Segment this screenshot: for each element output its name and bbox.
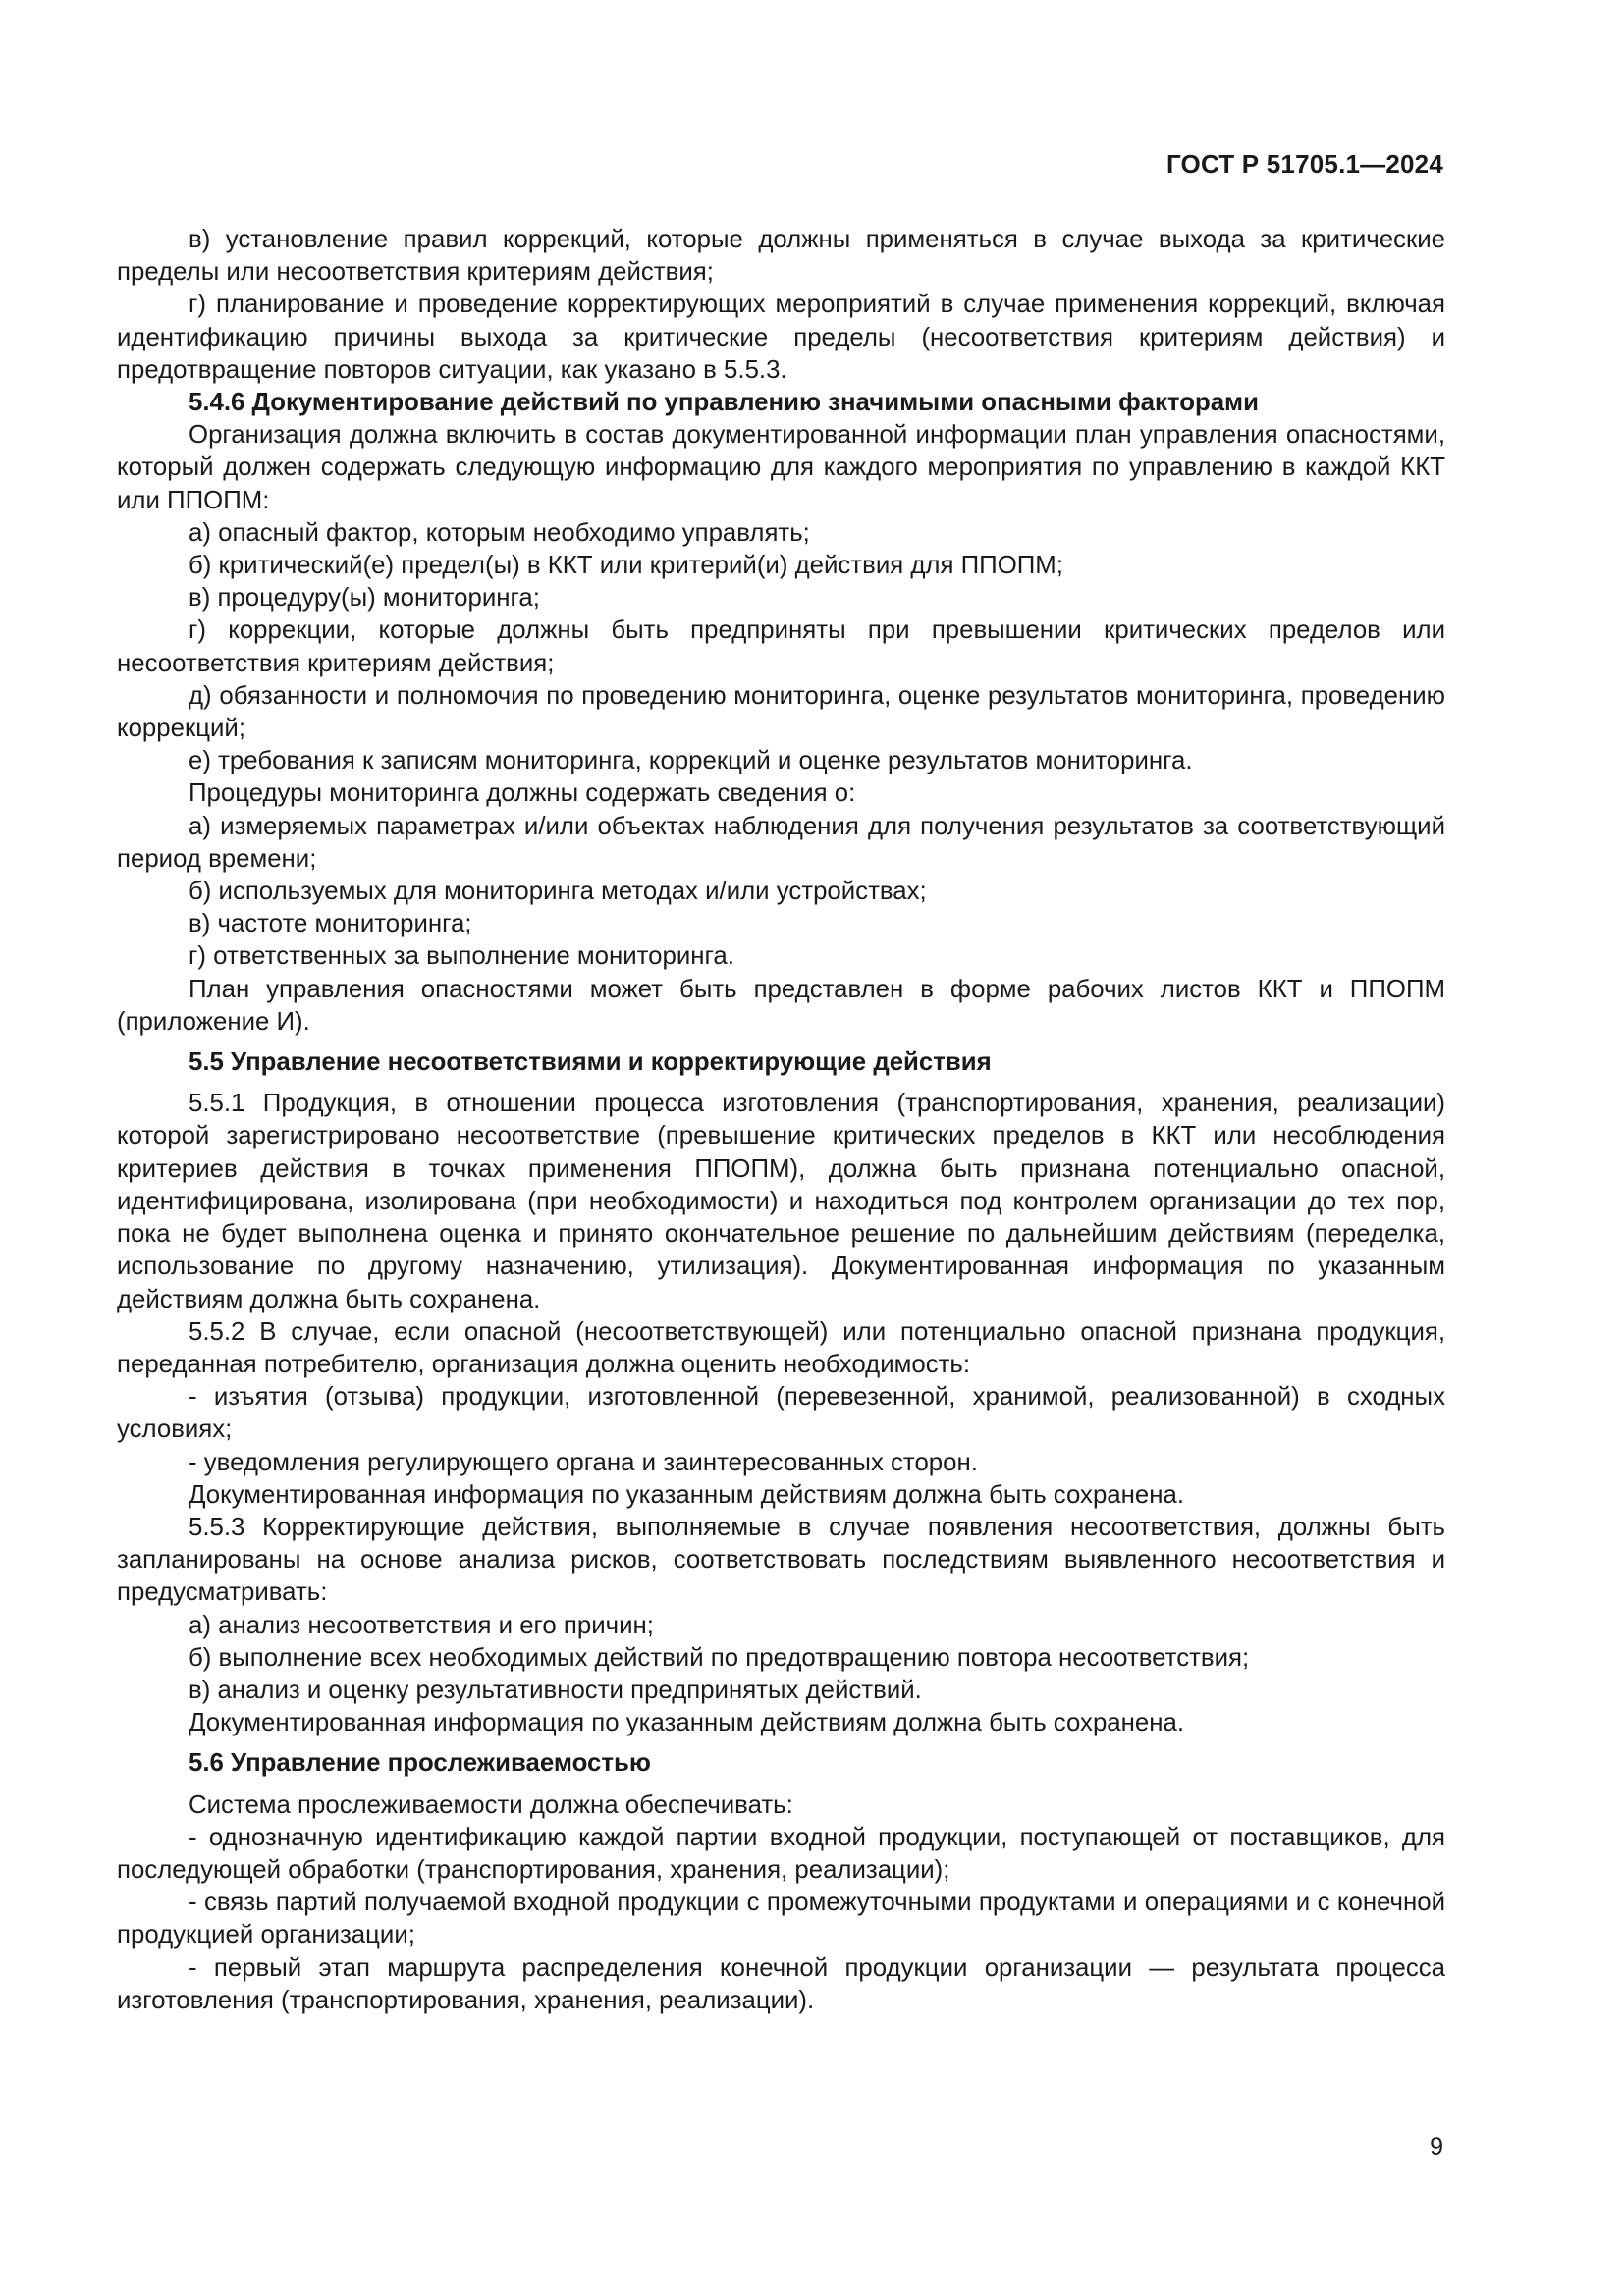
list-item: - первый этап маршрута распределения конечной продукции организации — результата процесса изготовления (транспортирования, хранения, реализации).	[117, 1953, 1445, 2014]
list-item: - однозначную идентификацию каждой партии входной продукции, поступающей от поставщиков, для последующей обработки (транспортирования, хранения, реализации);	[117, 1823, 1445, 1884]
list-item: д) обязанности и полномочия по проведению мониторинга, оценке результатов мониторинга, проведению коррекций;	[117, 681, 1445, 743]
list-item: - уведомления регулирующего органа и заинтересованных сторон.	[189, 1448, 978, 1476]
paragraph: в) установление правил коррекций, которые должны применяться в случае выхода за критические пределы или несоответствия критериям действия;	[117, 226, 1445, 287]
list-item: е) требования к записям мониторинга, коррекций и оценке результатов мониторинга.	[189, 747, 1193, 775]
list-item: в) анализ и оценку результативности предпринятых действий.	[189, 1676, 922, 1704]
paragraph: 5.5.3 Корректирующие действия, выполняемые в случае появления несоответствия, должны быть запланированы на основе анализа рисков, соответствовать последствиям выявленного несоответствия и предусматривать:	[117, 1513, 1445, 1607]
list-item: а) измеряемых параметрах и/или объектах наблюдения для получения результатов за соответствующий период времени;	[117, 812, 1445, 873]
paragraph: Документированная информация по указанным действиям должна быть сохранена.	[189, 1709, 1185, 1737]
list-item: а) опасный фактор, которым необходимо управлять;	[189, 518, 810, 547]
paragraph: Документированная информация по указанным действиям должна быть сохранена.	[189, 1480, 1185, 1509]
list-item: в) процедуру(ы) мониторинга;	[189, 584, 540, 613]
list-item: б) критический(е) предел(ы) в ККТ или критерий(и) действия для ППОПМ;	[189, 552, 1063, 580]
list-item: а) анализ несоответствия и его причин;	[189, 1611, 654, 1639]
paragraph: План управления опасностями может быть представлен в форме рабочих листов ККТ и ППОПМ (приложение И).	[117, 975, 1445, 1036]
section-heading: 5.5 Управление несоответствиями и корректирующие действия	[189, 1048, 992, 1077]
document-body	[117, 224, 1445, 2017]
list-item: б) выполнение всех необходимых действий по предотвращению повтора несоответствия;	[189, 1643, 1250, 1672]
list-item: г) коррекции, которые должны быть предприняты при превышении критических пределов или несоответствия критериям действия;	[117, 616, 1445, 677]
paragraph: Организация должна включить в состав документированной информации план управления опасностями, который должен содержать следующую информацию для каждого мероприятия по управлению в каждой ККТ или ППОПМ:	[117, 421, 1445, 514]
paragraph: 5.5.2 В случае, если опасной (несоответствующей) или потенциально опасной признана продукция, переданная потребителю, организация должна оценить необходимость:	[117, 1317, 1445, 1378]
subsection-heading: 5.4.6 Документирование действий по управлению значимыми опасными факторами	[189, 389, 1259, 417]
document-header: ГОСТ Р 51705.1—2024	[1165, 149, 1443, 179]
list-item: в) частоте мониторинга;	[189, 910, 472, 938]
paragraph: Система прослеживаемости должна обеспечивать:	[189, 1790, 793, 1819]
page-number: 9	[1430, 2133, 1443, 2161]
list-item: г) ответственных за выполнение мониторинга.	[189, 942, 734, 971]
paragraph: Процедуры мониторинга должны содержать сведения о:	[189, 779, 856, 808]
paragraph: г) планирование и проведение корректирующих мероприятий в случае применения коррекций, включая идентификацию причины выхода за критические пределы (несоответствия критериям действия) и предотвращение повторов ситуации, как указано в 5.5.3.	[117, 291, 1445, 384]
paragraph: 5.5.1 Продукция, в отношении процесса изготовления (транспортирования, хранения, реализации) которой зарегистрировано несоответствие (превышение критических пределов в ККТ или несоблюдения критериев действия в точках применения ППОПМ), должна быть признана потенциально опасной, идентифицирована, изолирована (при необходимости) и находиться под контролем организации до тех пор, пока не будет выполнена оценка и принято окончательное решение по дальнейшим действиям (переделка, использование по другому назначению, утилизация). Документированная информация по указанным действиям должна быть сохранена.	[117, 1090, 1445, 1313]
list-item: - изъятия (отзыва) продукции, изготовленной (перевезенной, хранимой, реализованной) в сходных условиях;	[117, 1383, 1445, 1444]
list-item: - связь партий получаемой входной продукции с промежуточными продуктами и операциями и с конечной продукцией организации;	[117, 1889, 1445, 1949]
section-heading: 5.6 Управление прослеживаемостью	[189, 1749, 651, 1778]
list-item: б) используемых для мониторинга методах и/или устройствах;	[189, 878, 927, 906]
